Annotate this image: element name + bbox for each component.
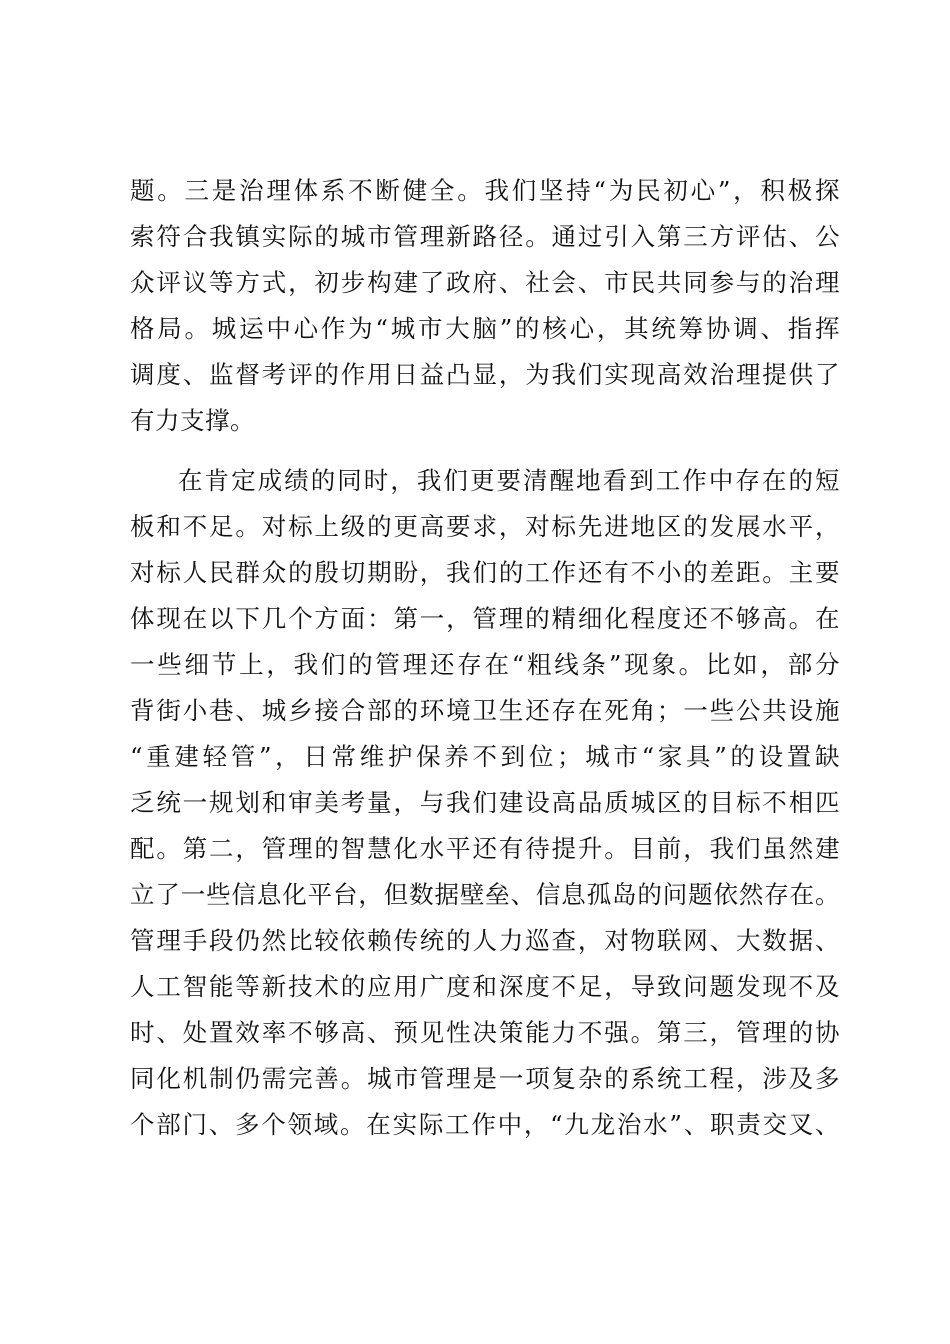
paragraph-2-line-12: 人工智能等新技术的应用广度和深度不足，导致问题发现不及 bbox=[130, 972, 840, 1001]
paragraph-2-line-9: 配。第二，管理的智慧化水平还有待提升。目前，我们虽然建 bbox=[130, 834, 840, 863]
paragraph-2-line-7: “重建轻管”，日常维护保养不到位；城市“家具”的设置缺 bbox=[130, 742, 840, 771]
paragraph-2-line-15: 个部门、多个领域。在实际工作中，“九龙治水”、职责交叉、 bbox=[130, 1110, 840, 1139]
paragraph-2-line-14: 同化机制仍需完善。城市管理是一项复杂的系统工程，涉及多 bbox=[130, 1064, 840, 1093]
paragraph-1-line-3: 众评议等方式，初步构建了政府、社会、市民共同参与的治理 bbox=[130, 268, 840, 297]
paragraph-2-line-1: 在肯定成绩的同时，我们更要清醒地看到工作中存在的短 bbox=[178, 466, 840, 495]
paragraph-1-line-5: 调度、监督考评的作用日益凸显，为我们实现高效治理提供了 bbox=[130, 360, 840, 389]
paragraph-1-line-4: 格局。城运中心作为“城市大脑”的核心，其统筹协调、指挥 bbox=[130, 314, 840, 343]
paragraph-2-line-6: 背街小巷、城乡接合部的环境卫生还存在死角；一些公共设施 bbox=[130, 696, 840, 725]
paragraph-2-line-5: 一些细节上，我们的管理还存在“粗线条”现象。比如，部分 bbox=[130, 650, 840, 679]
paragraph-2-line-11: 管理手段仍然比较依赖传统的人力巡查，对物联网、大数据、 bbox=[130, 926, 840, 955]
paragraph-2-line-3: 对标人民群众的殷切期盼，我们的工作还有不小的差距。主要 bbox=[130, 558, 840, 587]
paragraph-2-line-8: 乏统一规划和审美考量，与我们建设高品质城区的目标不相匹 bbox=[130, 788, 840, 817]
paragraph-2-line-2: 板和不足。对标上级的更高要求，对标先进地区的发展水平， bbox=[130, 512, 840, 541]
paragraph-1-line-1: 题。三是治理体系不断健全。我们坚持“为民初心”，积极探 bbox=[130, 176, 840, 205]
paragraph-2-line-13: 时、处置效率不够高、预见性决策能力不强。第三，管理的协 bbox=[130, 1018, 840, 1047]
paragraph-2-line-4: 体现在以下几个方面：第一，管理的精细化程度还不够高。在 bbox=[130, 604, 840, 633]
paragraph-1-line-2: 索符合我镇实际的城市管理新路径。通过引入第三方评估、公 bbox=[130, 222, 840, 251]
paragraph-1-line-6: 有力支撑。 bbox=[130, 406, 255, 435]
paragraph-2-line-10: 立了一些信息化平台，但数据壁垒、信息孤岛的问题依然存在。 bbox=[130, 880, 840, 909]
